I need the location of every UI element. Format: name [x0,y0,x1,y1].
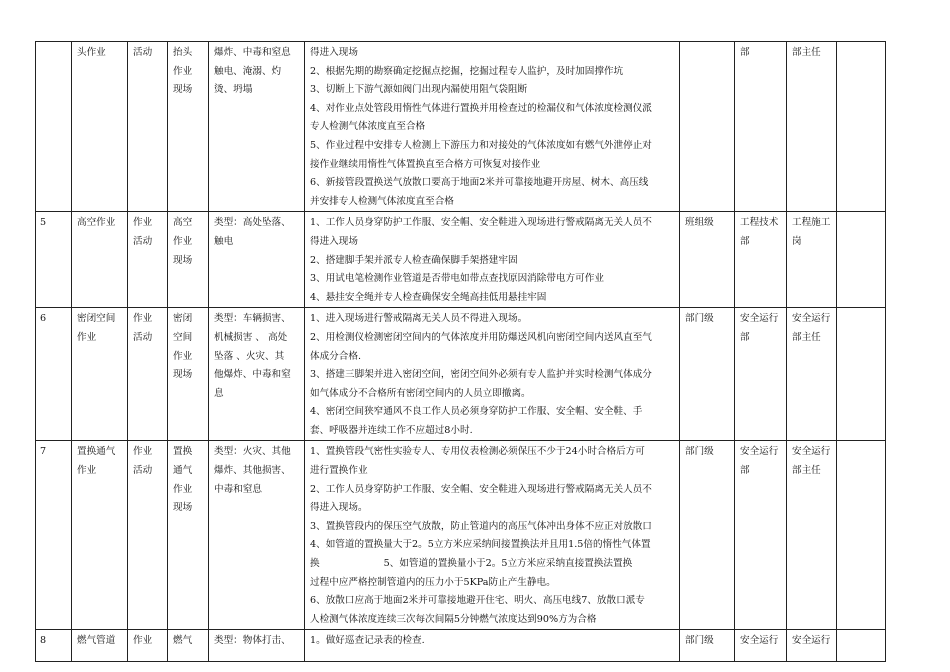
blank-cell [837,212,886,308]
responsible-post: 安全运行 部主任 [787,308,837,441]
table-row [36,42,886,212]
control-level: 班组级 [680,212,735,308]
activity-name: 置换通气 作业 [72,441,128,630]
control-measures: 1、工作人员身穿防护工作服、安全帽、安全鞋进入现场进行警戒隔离无关人员不 得进入现场 2、搭建脚手架并派专人检查确保脚手架搭建牢固 3、用试电笔检测作业管道是否带电如带点查找原因消除带电方可作业 4、悬挂安全绳并专人检查确保安全绳高挂低用悬挂牢固 [305,212,680,308]
hazard-type: 类型：火灾、其他 爆炸、其他损害、 中毒和窒息 [209,441,305,630]
hazard-type: 爆炸、中毒和窒息 触电、淹溺、灼 烫、坍塌 [209,42,305,212]
blank-cell [837,308,886,441]
table-row [36,630,886,662]
responsible-dept: 工程技术 部 [735,212,787,308]
control-measures: 1、进入现场进行警戒隔离无关人员不得进入现场。 2、用检测仪检测密闭空间内的气体浓度并用防爆送风机向密闭空间内送风直至气 体成分合格. 3、搭建三脚架并进入密闭空间，密闭空间外必须有专人监护并实时检测气体成分 如气体成分不合格所有密闭空间内的人员立即撤离。 4、密闭空间狭窄通风不良工作人员必须身穿防护工作服、安全帽、安全鞋、手 套、呼吸器并连续工作不应超过8小时. [305,308,680,441]
activity-name: 密闭空间 作业 [72,308,128,441]
responsible-post: 工程施工 岗 [787,212,837,308]
row-number [36,42,72,212]
control-level [680,42,735,212]
activity-name: 头作业 [72,42,128,212]
activity-name: 高空作业 [72,212,128,308]
row-number: 6 [36,308,72,441]
table-row [36,441,886,630]
work-location: 抬头 作业 现场 [168,42,209,212]
row-number: 7 [36,441,72,630]
activity-category: 作业 活动 [128,212,168,308]
work-location: 置换 通气 作业 现场 [168,441,209,630]
row-number: 8 [36,630,72,662]
activity-category: 作业 活动 [128,441,168,630]
hazard-type: 类型：物体打击、 [209,630,305,662]
responsible-dept: 安全运行 部 [735,308,787,441]
responsible-post: 部主任 [787,42,837,212]
hazard-type: 类型：车辆损害、 机械损害 、 高处 坠落 、火灾、其 他爆炸、中毒和窒 息 [209,308,305,441]
activity-name: 燃气管道 [72,630,128,662]
table-row [36,308,886,441]
responsible-dept: 安全运行 [735,630,787,662]
work-location: 高空 作业 现场 [168,212,209,308]
work-location: 燃气 [168,630,209,662]
table-row [36,212,886,308]
control-level: 部门级 [680,308,735,441]
blank-cell [837,441,886,630]
risk-control-table [35,41,886,662]
control-measures: 1。做好巡查记录表的检查. [305,630,680,662]
responsible-post: 安全运行 部主任 [787,441,837,630]
document-page [35,41,886,662]
activity-category: 作业 [128,630,168,662]
control-measures: 1、置换管段气密性实验专人、专用仪表检测必须保压不少于24小时合格后方可 进行置换作业 2、工作人员身穿防护工作服、安全帽、安全鞋进入现场进行警戒隔离无关人员不 得进入现场。 3、置换管段内的保压空气放散，防止管道内的高压气体冲出身体不应正对放散口 4、如管道的置换量大于2。5立方米应采纳间接置换法并且用1.5倍的惰性气体置 换 5、如管道的置换量小于2。5立方米应采纳直接置换法置换 过程中应严格控制管道内的压力小于5KPa防止产生静电。 6、放散口应高于地面2米并可靠接地避开住宅、明火、高压电线7、放散口派专 人检测气体浓度连续三次每次间隔5分钟燃气浓度达到90%方为合格 [305,441,680,630]
control-level: 部门级 [680,441,735,630]
responsible-post: 安全运行 [787,630,837,662]
activity-category: 作业 活动 [128,308,168,441]
blank-cell [837,42,886,212]
blank-cell [837,630,886,662]
responsible-dept: 安全运行 部 [735,441,787,630]
activity-category: 活动 [128,42,168,212]
responsible-dept: 部 [735,42,787,212]
control-measures: 得进入现场 2、根据先期的勘察确定挖掘点挖掘，挖掘过程专人监护，及时加固撑作坑 3、切断上下游气源如阀门出现内漏使用阻气袋阻断 4、对作业点处管段用惰性气体进行置换并用检查过的检漏仪和气体浓度检测仪派 专人检测气体浓度直至合格 5、作业过程中安排专人检测上下游压力和对接处的气体浓度如有燃气外泄停止对 接作业继续用惰性气体置换直至合格方可恢复对接作业 6、新接管段置换送气放散口要高于地面2米并可靠接地避开房屋、树木、高压线 并安排专人检测气体浓度直至合格 [305,42,680,212]
control-level: 部门级 [680,630,735,662]
row-number: 5 [36,212,72,308]
hazard-type: 类型：高处坠落、 触电 [209,212,305,308]
work-location: 密闭 空间 作业 现场 [168,308,209,441]
